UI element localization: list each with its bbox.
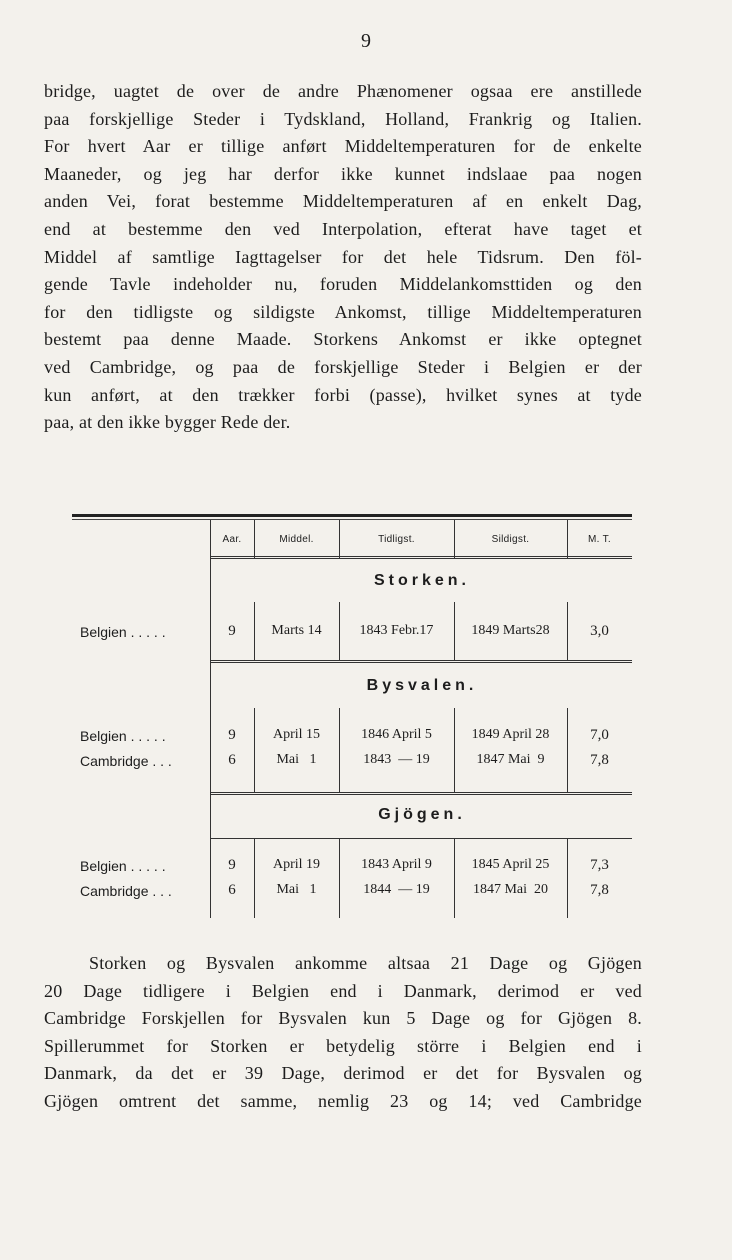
paragraph-summary <box>44 950 642 1116</box>
cell-middel: Mai 1 <box>276 882 317 897</box>
text-line: for den tidligste og sildigste Ankomst, tillige Middeltemperaturen <box>44 301 642 322</box>
table-divider <box>454 838 455 918</box>
text-line: Spillerummet for Storken er betydelig större i Belgien end i <box>44 1035 642 1056</box>
table-rule <box>210 556 632 559</box>
cell-mt: 7,3 <box>590 857 609 873</box>
text-line: Storken og Bysvalen ankomme altsaa 21 Dage og Gjögen <box>89 953 642 973</box>
text-line: anden Vei, forat bestemme Middeltemperaturen af en enkelt Dag, <box>44 191 642 212</box>
cell-middel: Mai 1 <box>276 752 317 767</box>
row-place: Belgien . . . . . <box>80 858 166 874</box>
table-divider <box>254 838 255 918</box>
cell-sildigst: 1849 Marts28 <box>471 623 550 638</box>
cell-aar: 6 <box>228 882 236 898</box>
paragraph-intro <box>44 78 642 437</box>
section-title-bysvalen: Bysvalen. <box>366 677 478 694</box>
text-line: ved Cambridge, og paa de forskjellige Steder i Belgien er der <box>44 356 642 377</box>
cell-aar: 9 <box>228 623 236 639</box>
text-line: end at bestemme den ved Interpolation, efterat have taget et <box>44 218 642 239</box>
row-place: Belgien . . . . . <box>80 624 166 640</box>
text-line: Gjögen omtrent det samme, nemlig 23 og 14; ved Cambridge <box>44 1090 642 1111</box>
table-top-rule <box>72 514 632 517</box>
cell-sildigst: 1847 Mai 9 <box>476 752 545 767</box>
cell-aar: 6 <box>228 752 236 768</box>
table-divider <box>339 838 340 918</box>
cell-aar: 9 <box>228 857 236 873</box>
cell-sildigst: 1849 April 28 <box>471 727 550 742</box>
text-line: Cambridge Forskjellen for Bysvalen kun 5 Dage og for Gjögen 8. <box>44 1008 642 1029</box>
table-rule <box>210 838 632 839</box>
text-line: bestemt paa denne Maade. Storkens Ankomst er ikke optegnet <box>44 329 642 350</box>
cell-tidligst: 1843 Febr.17 <box>359 623 434 638</box>
text-line: gende Tavle indeholder nu, foruden Middelankomsttiden og den <box>44 274 642 295</box>
cell-tidligst: 1844 — 19 <box>363 882 430 897</box>
row-place: Cambridge . . . <box>80 883 172 899</box>
row-place: Cambridge . . . <box>80 753 172 769</box>
table-divider <box>254 708 255 792</box>
cell-mt: 3,0 <box>590 623 609 639</box>
table-top-rule-thin <box>72 519 632 520</box>
text-line: Middel af samtlige Iagttagelser for det hele Tidsrum. Den föl- <box>44 246 642 267</box>
table-rule <box>210 660 632 663</box>
header-tidligst: Tidligst. <box>378 534 415 545</box>
header-middel: Middel. <box>279 534 314 545</box>
cell-mt: 7,0 <box>590 727 609 743</box>
table-rule <box>210 792 632 795</box>
cell-sildigst: 1847 Mai 20 <box>472 882 549 897</box>
cell-tidligst: 1846 April 5 <box>361 727 432 742</box>
header-sildigst: Sildigst. <box>491 534 530 545</box>
cell-middel: April 19 <box>272 857 321 872</box>
text-line: Maaneder, og jeg har derfor ikke kunnet indslaae paa nogen <box>44 163 642 184</box>
table-divider <box>339 708 340 792</box>
table-divider <box>567 708 568 792</box>
cell-tidligst: 1843 — 19 <box>363 752 430 767</box>
cell-sildigst: 1845 April 25 <box>471 857 550 872</box>
header-mt: M. T. <box>588 534 611 545</box>
cell-tidligst: 1843 April 9 <box>361 857 432 872</box>
cell-mt: 7,8 <box>590 882 609 898</box>
cell-mt: 7,8 <box>590 752 609 768</box>
text-line: paa forskjellige Steder i Tydskland, Holland, Frankrig og Italien. <box>44 108 642 129</box>
text-line: paa, at den ikke bygger Rede der. <box>44 412 291 433</box>
cell-aar: 9 <box>228 727 236 743</box>
row-place: Belgien . . . . . <box>80 728 166 744</box>
cell-middel: April 15 <box>272 727 321 742</box>
page-number: 9 <box>361 30 371 52</box>
text-line: Danmark, da det er 39 Dage, derimod er det for Bysvalen og <box>44 1063 642 1084</box>
cell-middel: Marts 14 <box>271 623 322 638</box>
text-line: bridge, uagtet de over de andre Phænomener ogsaa ere anstillede <box>44 81 642 101</box>
table-divider <box>567 838 568 918</box>
text-line: For hvert Aar er tillige anført Middeltemperaturen for de enkelte <box>44 136 642 157</box>
section-title-storken: Storken. <box>373 572 470 589</box>
text-line: 20 Dage tidligere i Belgien end i Danmark, derimod er ved <box>44 980 642 1001</box>
section-title-gjogen: Gjögen. <box>378 806 466 823</box>
table-divider <box>454 708 455 792</box>
text-line: kun anført, at den trækker forbi (passe), hvilket synes at tyde <box>44 384 642 405</box>
header-aar: Aar. <box>222 534 242 545</box>
